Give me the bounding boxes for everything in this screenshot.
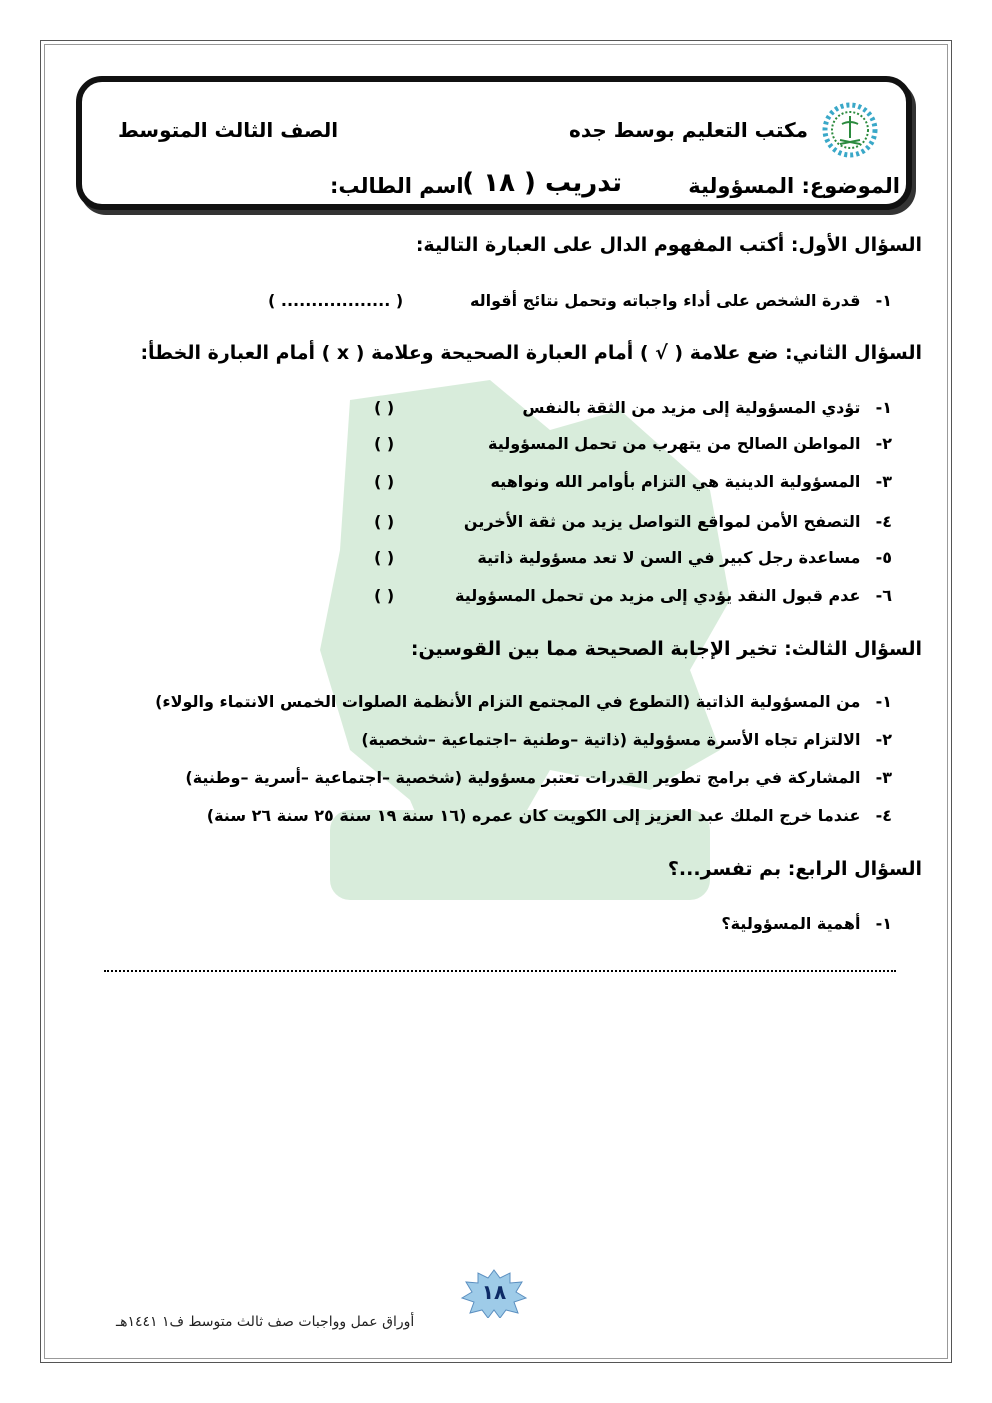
item-number: ٣- (875, 768, 892, 787)
q4-item-1 (721, 914, 892, 933)
q2-item-1 (522, 398, 892, 417)
item-text: التصفح الأمن لمواقع التواصل يزيد من ثقة الأخرين (463, 512, 861, 531)
header-box (76, 76, 912, 210)
item-text: المواطن الصالح من يتهرب من تحمل المسؤولية (487, 434, 861, 453)
q2-answer-5[interactable]: ( ) (374, 548, 395, 567)
page-number: ١٨ (481, 1280, 507, 1304)
question-4-title: السؤال الرابع: بم تفسر...؟ (667, 858, 922, 880)
item-number: ١- (875, 692, 892, 711)
answer-line[interactable] (104, 970, 896, 972)
ministry-logo-icon (820, 100, 880, 160)
item-text[interactable]: من المسؤولية الذاتية (التطوع في المجتمع التزام الأنظمة الصلوات الخمس الانتماء والولاء) (155, 692, 861, 711)
question-2-title: السؤال الثاني: ضع علامة ( √ ) أمام العبارة الصحيحة وعلامة ( x ) أمام العبارة الخطأ: (140, 342, 922, 364)
footer-text: أوراق عمل وواجبات صف ثالث متوسط ف١ ١٤٤١هـ (116, 1314, 415, 1330)
item-text: المسؤولية الدينية هي التزام بأوامر الله ونواهيه (490, 472, 861, 491)
item-number: ٢- (875, 730, 892, 749)
item-text[interactable]: المشاركة في برامج تطوير القدرات تعتبر مسؤولية (شخصية –اجتماعية –أسرية –وطنية) (185, 768, 861, 787)
q2-item-6 (455, 586, 892, 605)
office-name: مكتب التعليم بوسط جده (569, 118, 808, 142)
q3-item-4 (207, 806, 892, 825)
topic-label: الموضوع: المسؤولية (688, 174, 900, 198)
q2-item-4 (464, 512, 892, 531)
item-text[interactable]: عندما خرج الملك عبد العزيز إلى الكويت كان عمره (١٦ سنة ١٩ سنة ٢٥ سنة ٢٦ سنة) (206, 806, 861, 825)
q2-answer-6[interactable]: ( ) (374, 586, 395, 605)
q1-item-1 (470, 291, 892, 310)
q2-answer-2[interactable]: ( ) (374, 434, 395, 453)
question-1-title: السؤال الأول: أكتب المفهوم الدال على العبارة التالية: (415, 234, 922, 256)
item-text: قدرة الشخص على أداء واجباته وتحمل نتائج أقواله (469, 291, 861, 310)
q3-item-2 (361, 730, 892, 749)
training-label: تدريب ( ١٨ ) (462, 168, 622, 198)
q2-answer-3[interactable]: ( ) (374, 472, 395, 491)
item-number: ٢- (875, 434, 892, 453)
item-number: ٤- (875, 512, 892, 531)
item-text: أهمية المسؤولية؟ (721, 914, 861, 933)
grade-label: الصف الثالث المتوسط (118, 118, 339, 142)
item-number: ٦- (875, 586, 892, 605)
q3-item-1 (155, 692, 892, 711)
q1-answer-blank[interactable]: ( .................. ) (268, 291, 404, 310)
q2-item-3 (490, 472, 892, 491)
item-number: ٥- (875, 548, 892, 567)
item-number: ١- (875, 291, 892, 310)
item-text: عدم قبول النقد يؤدي إلى مزيد من تحمل المسؤولية (454, 586, 861, 605)
item-number: ١- (875, 398, 892, 417)
item-text: مساعدة رجل كبير في السن لا تعد مسؤولية ذاتية (477, 548, 861, 567)
item-number: ١- (875, 914, 892, 933)
item-text[interactable]: الالتزام تجاه الأسرة مسؤولية (ذاتية –وطنية –اجتماعية –شخصية) (361, 730, 861, 749)
question-3-title: السؤال الثالث: تخير الإجابة الصحيحة مما بين القوسين: (410, 638, 922, 660)
item-number: ٣- (875, 472, 892, 491)
q2-item-5 (477, 548, 892, 567)
q3-item-3 (185, 768, 892, 787)
student-name-field[interactable]: اسم الطالب: (330, 174, 464, 198)
item-text: تؤدي المسؤولية إلى مزيد من الثقة بالنفس (522, 398, 861, 417)
q2-answer-1[interactable]: ( ) (374, 398, 395, 417)
item-number: ٤- (875, 806, 892, 825)
q2-item-2 (488, 434, 892, 453)
q2-answer-4[interactable]: ( ) (374, 512, 395, 531)
